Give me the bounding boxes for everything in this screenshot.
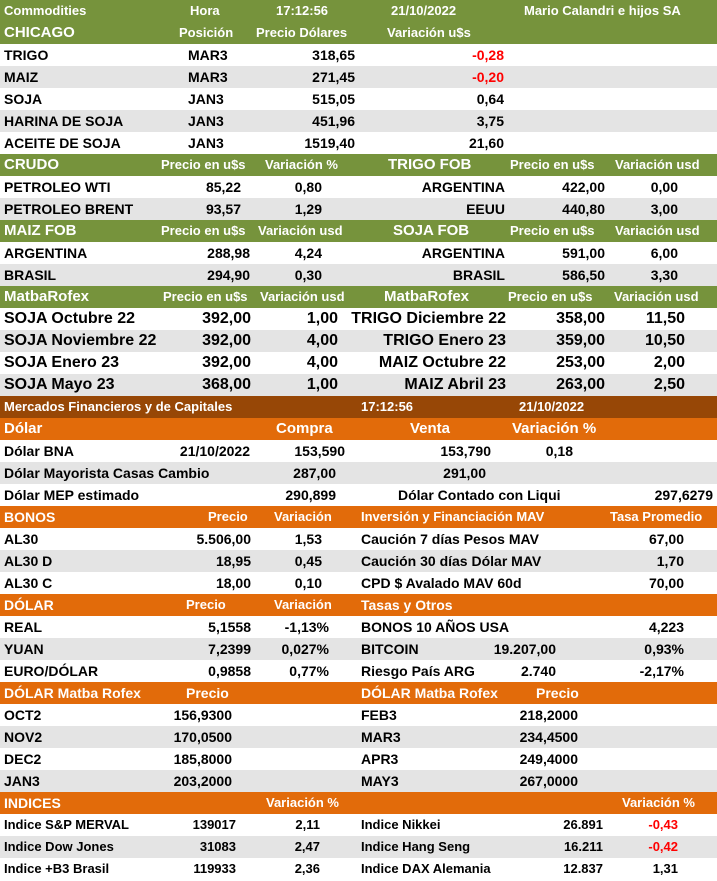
tasas-name: BONOS 10 AÑOS USA <box>361 619 510 635</box>
maiz-fob-name: ARGENTINA <box>4 245 88 261</box>
crudo-price: 85,22 <box>205 179 241 195</box>
chicago-pos: JAN3 <box>188 135 224 151</box>
matba-row <box>0 374 717 396</box>
mav-rate: 1,70 <box>656 553 684 569</box>
mav-name: Caución 7 días Pesos MAV <box>361 531 539 547</box>
chicago-price: 1519,40 <box>304 135 355 151</box>
matba-left-col-price: Precio en u$s <box>163 289 248 304</box>
dolar-mep-name: Dólar MEP estimado <box>4 487 140 503</box>
dolar-col-buy: Compra <box>276 420 333 437</box>
indices-row <box>0 836 717 858</box>
dolar2-row <box>0 638 717 660</box>
dolar-col-var: Variación % <box>512 420 597 437</box>
chicago-row <box>0 66 717 88</box>
dolar-bna-var: 0,18 <box>545 443 573 459</box>
maiz-fob-header <box>0 220 717 242</box>
dolar-matba-right-price: 249,4000 <box>519 751 578 767</box>
crudo-row <box>0 176 717 198</box>
chicago-row <box>0 110 717 132</box>
chicago-var: -0,20 <box>472 69 504 85</box>
mercados-header <box>0 396 717 418</box>
dolar-mep-row <box>0 484 717 506</box>
chicago-price: 451,96 <box>312 113 355 129</box>
trigo-fob-title: TRIGO FOB <box>388 156 472 173</box>
indices-right-name: Indice Hang Seng <box>361 839 471 854</box>
tasas-extra: 4,223 <box>648 619 684 635</box>
dolar2-name: YUAN <box>4 641 44 657</box>
dolar2-col-price: Precio <box>186 597 226 612</box>
chicago-col-price: Precio Dólares <box>256 25 348 40</box>
chicago-row <box>0 44 717 66</box>
bonos-var: 1,53 <box>294 531 322 547</box>
bonos-row <box>0 528 717 550</box>
maiz-fob-title: MAIZ FOB <box>4 222 77 239</box>
bonos-title: BONOS <box>4 509 56 525</box>
indices-left-var: 2,47 <box>294 839 320 854</box>
maiz-fob-col-price: Precio en u$s <box>161 223 246 238</box>
chicago-pos: MAR3 <box>188 47 228 63</box>
header-time: 17:12:56 <box>276 3 329 18</box>
dolar-matba-left-name: NOV2 <box>4 729 43 745</box>
indices-col-var-left: Variación % <box>266 795 339 810</box>
indices-col-var-right: Variación % <box>622 795 695 810</box>
header-date: 21/10/2022 <box>391 3 457 18</box>
matba-right-name: MAIZ Octubre 22 <box>378 354 506 371</box>
dolar-matba-left-col-price: Precio <box>186 685 229 701</box>
matba-left-var: 4,00 <box>306 332 338 349</box>
dolar-matba-left-title: DÓLAR Matba Rofex <box>4 685 141 701</box>
fob-row <box>0 242 717 264</box>
dolar-col-sell: Venta <box>410 420 451 437</box>
bonos-var: 0,10 <box>294 575 322 591</box>
chicago-col-pos: Posición <box>179 25 234 40</box>
chicago-price: 318,65 <box>312 47 355 63</box>
mav-title: Inversión y Financiación MAV <box>361 509 545 524</box>
dolar-matba-left-price: 185,8000 <box>173 751 232 767</box>
tasas-extra: -2,17% <box>639 663 684 679</box>
bonos-row <box>0 572 717 594</box>
dolar-matba-right-name: MAR3 <box>361 729 401 745</box>
dolar-matba-right-name: APR3 <box>361 751 399 767</box>
chicago-price: 515,05 <box>312 91 355 107</box>
dolar2-var: 0,027% <box>281 641 329 657</box>
matba-header <box>0 286 717 308</box>
matba-right-name: TRIGO Enero 23 <box>383 332 506 349</box>
crudo-title: CRUDO <box>4 156 59 173</box>
dolar2-price: 7,2399 <box>208 641 251 657</box>
soja-fob-var: 6,00 <box>650 245 678 261</box>
dolar-matba-row <box>0 726 717 748</box>
dolar-matba-left-price: 170,0500 <box>173 729 232 745</box>
chicago-name: MAIZ <box>4 69 39 85</box>
header-bar <box>0 0 717 22</box>
soja-fob-col-price: Precio en u$s <box>510 223 595 238</box>
chicago-var: -0,28 <box>472 47 504 63</box>
crudo-col-price: Precio en u$s <box>161 157 246 172</box>
matba-left-price: 368,00 <box>202 376 251 393</box>
bonos-price: 18,00 <box>215 575 251 591</box>
header-company: Mario Calandri e hijos SA <box>524 3 681 18</box>
bonos-price: 18,95 <box>215 553 251 569</box>
dolar-matba-left-name: JAN3 <box>4 773 40 789</box>
maiz-fob-price: 294,90 <box>207 267 250 283</box>
dolar-matba-right-name: MAY3 <box>361 773 399 789</box>
dolar-bna-name: Dólar BNA <box>4 443 75 459</box>
dolar2-var: 0,77% <box>289 663 329 679</box>
dolar2-var: -1,13% <box>284 619 329 635</box>
maiz-fob-var: 0,30 <box>294 267 322 283</box>
bonos-name: AL30 D <box>4 553 53 569</box>
bonos-name: AL30 C <box>4 575 53 591</box>
indices-left-value: 139017 <box>192 817 236 832</box>
fob-row <box>0 264 717 286</box>
dolar2-name: EURO/DÓLAR <box>4 663 99 679</box>
indices-left-var: 2,36 <box>294 861 320 876</box>
matba-left-var: 1,00 <box>306 310 338 327</box>
matba-left-price: 392,00 <box>202 310 251 327</box>
dolar-bna-date: 21/10/2022 <box>179 443 250 459</box>
crudo-header <box>0 154 717 176</box>
matba-left-name: SOJA Mayo 23 <box>4 376 115 393</box>
indices-title: INDICES <box>4 795 61 811</box>
dolar-mep-value: 290,899 <box>285 487 336 503</box>
dolar-matba-row <box>0 770 717 792</box>
dolar-matba-right-name: FEB3 <box>361 707 397 723</box>
dolar2-header <box>0 594 717 616</box>
soja-fob-var: 3,30 <box>650 267 678 283</box>
indices-right-value: 12.837 <box>563 861 603 876</box>
indices-right-var: -0,43 <box>648 817 678 832</box>
soja-fob-col-var: Variación usd <box>615 223 700 238</box>
crudo-name: PETROLEO WTI <box>4 179 111 195</box>
dolar2-price: 0,9858 <box>208 663 251 679</box>
header-hora: Hora <box>190 3 220 18</box>
crudo-var: 1,29 <box>294 201 322 217</box>
matba-left-name: SOJA Enero 23 <box>4 354 120 371</box>
matba-right-var: 2,50 <box>653 376 685 393</box>
indices-row <box>0 814 717 836</box>
indices-left-name: Indice Dow Jones <box>4 839 114 854</box>
chicago-row <box>0 132 717 154</box>
indices-right-name: Indice Nikkei <box>361 817 441 832</box>
chicago-var: 3,75 <box>476 113 504 129</box>
matba-row <box>0 352 717 374</box>
maiz-fob-var: 4,24 <box>294 245 322 261</box>
bonos-col-var: Variación <box>274 509 332 524</box>
indices-header <box>0 792 717 814</box>
dolar-matba-right-title: DÓLAR Matba Rofex <box>361 685 498 701</box>
matba-right-col-var: Variación usd <box>614 289 699 304</box>
dolar2-title: DÓLAR <box>4 597 54 613</box>
trigo-fob-col-var: Variación usd <box>615 157 700 172</box>
chicago-header <box>0 22 717 44</box>
chicago-pos: JAN3 <box>188 91 224 107</box>
dolar-matba-right-price: 234,4500 <box>519 729 578 745</box>
soja-fob-price: 591,00 <box>562 245 605 261</box>
mercados-date: 21/10/2022 <box>519 399 585 414</box>
trigo-fob-var: 3,00 <box>650 201 678 217</box>
indices-left-name: Indice +B3 Brasil <box>4 861 110 876</box>
dolar-mayorista-name: Dólar Mayorista Casas Cambio <box>4 465 210 481</box>
header-commodities: Commodities <box>4 3 87 18</box>
crudo-var: 0,80 <box>294 179 322 195</box>
chicago-pos: MAR3 <box>188 69 228 85</box>
dolar-ccl-value: 297,6279 <box>654 487 713 503</box>
bonos-header <box>0 506 717 528</box>
matba-right-price: 358,00 <box>556 310 605 327</box>
dolar2-price: 5,1558 <box>208 619 251 635</box>
indices-right-name: Indice DAX Alemania <box>361 861 491 876</box>
indices-left-var: 2,11 <box>295 817 320 832</box>
dolar2-row <box>0 616 717 638</box>
tasas-value: 2.740 <box>520 663 556 679</box>
matba-left-var: 1,00 <box>306 376 338 393</box>
matba-right-var: 11,50 <box>645 310 685 327</box>
dolar-mayorista-buy: 287,00 <box>293 465 336 481</box>
indices-left-name: Indice S&P MERVAL <box>4 817 129 832</box>
chicago-name: SOJA <box>4 91 43 107</box>
chicago-var: 0,64 <box>476 91 504 107</box>
dolar-header <box>0 418 717 440</box>
trigo-fob-name: ARGENTINA <box>421 179 505 195</box>
chicago-pos: JAN3 <box>188 113 224 129</box>
dolar-ccl-name: Dólar Contado con Liqui <box>398 487 561 503</box>
matba-left-var: 4,00 <box>306 354 338 371</box>
matba-right-var: 2,00 <box>653 354 685 371</box>
soja-fob-title: SOJA FOB <box>393 222 470 239</box>
trigo-fob-var: 0,00 <box>650 179 678 195</box>
matba-right-title: MatbaRofex <box>384 288 470 305</box>
bonos-row <box>0 550 717 572</box>
dolar-matba-left-price: 156,9300 <box>173 707 232 723</box>
trigo-fob-name: EEUU <box>466 201 505 217</box>
chicago-col-var: Variación u$s <box>387 25 471 40</box>
matba-right-price: 359,00 <box>556 332 605 349</box>
dolar-matba-left-name: DEC2 <box>4 751 42 767</box>
tasas-name: BITCOIN <box>361 641 419 657</box>
dolar2-name: REAL <box>4 619 43 635</box>
soja-fob-name: BRASIL <box>452 267 505 283</box>
matba-row <box>0 308 717 330</box>
crudo-col-var: Variación % <box>265 157 338 172</box>
matba-left-name: SOJA Octubre 22 <box>4 310 136 327</box>
mav-name: Caución 30 días Dólar MAV <box>361 553 542 569</box>
bonos-col-price: Precio <box>208 509 248 524</box>
crudo-price: 93,57 <box>205 201 241 217</box>
dolar-matba-left-price: 203,2000 <box>173 773 232 789</box>
matba-right-price: 263,00 <box>556 376 605 393</box>
dolar-bna-row <box>0 440 717 462</box>
matba-right-name: TRIGO Diciembre 22 <box>351 310 506 327</box>
chicago-name: HARINA DE SOJA <box>4 113 124 129</box>
dolar2-row <box>0 660 717 682</box>
crudo-name: PETROLEO BRENT <box>4 201 134 217</box>
mav-rate: 70,00 <box>648 575 684 591</box>
matba-left-price: 392,00 <box>202 332 251 349</box>
matba-right-name: MAIZ Abril 23 <box>404 376 506 393</box>
trigo-fob-price: 422,00 <box>562 179 605 195</box>
indices-row <box>0 858 717 880</box>
chicago-row <box>0 88 717 110</box>
trigo-fob-col-price: Precio en u$s <box>510 157 595 172</box>
mav-name: CPD $ Avalado MAV 60d <box>361 575 522 591</box>
matba-right-col-price: Precio en u$s <box>508 289 593 304</box>
chicago-title: CHICAGO <box>4 24 75 41</box>
dolar-matba-right-col-price: Precio <box>536 685 579 701</box>
matba-left-title: MatbaRofex <box>4 288 90 305</box>
mercados-time: 17:12:56 <box>361 399 414 414</box>
dolar-title: Dólar <box>4 420 43 437</box>
maiz-fob-col-var: Variación usd <box>258 223 343 238</box>
soja-fob-price: 586,50 <box>562 267 605 283</box>
chicago-var: 21,60 <box>468 135 504 151</box>
mercados-title: Mercados Financieros y de Capitales <box>4 399 233 414</box>
tasas-value: 19.207,00 <box>493 641 556 657</box>
dolar-mayorista-row <box>0 462 717 484</box>
dolar-matba-row <box>0 748 717 770</box>
tasas-title: Tasas y Otros <box>361 597 453 613</box>
bonos-name: AL30 <box>4 531 39 547</box>
mav-rate: 67,00 <box>648 531 684 547</box>
indices-right-value: 26.891 <box>563 817 603 832</box>
indices-left-value: 119933 <box>193 861 236 876</box>
indices-right-value: 16.211 <box>563 839 603 854</box>
tasas-name: Riesgo País ARG <box>361 663 475 679</box>
indices-right-var: 1,31 <box>652 861 678 876</box>
dolar-mayorista-sell: 291,00 <box>443 465 486 481</box>
dolar-matba-row <box>0 704 717 726</box>
dolar-matba-left-name: OCT2 <box>4 707 42 723</box>
chicago-price: 271,45 <box>312 69 355 85</box>
matba-right-price: 253,00 <box>556 354 605 371</box>
indices-left-value: 31083 <box>199 839 236 854</box>
tasas-extra: 0,93% <box>644 641 684 657</box>
chicago-name: ACEITE DE SOJA <box>4 135 121 151</box>
matba-left-name: SOJA Noviembre 22 <box>4 332 157 349</box>
dolar-matba-header <box>0 682 717 704</box>
dolar-bna-sell: 153,790 <box>440 443 491 459</box>
maiz-fob-name: BRASIL <box>4 267 57 283</box>
dolar-matba-right-price: 267,0000 <box>519 773 578 789</box>
indices-right-var: -0,42 <box>648 839 678 854</box>
maiz-fob-price: 288,98 <box>207 245 250 261</box>
dolar-bna-buy: 153,590 <box>294 443 345 459</box>
bonos-var: 0,45 <box>294 553 322 569</box>
mav-col-rate: Tasa Promedio <box>610 509 703 524</box>
dolar-matba-right-price: 218,2000 <box>519 707 578 723</box>
trigo-fob-price: 440,80 <box>562 201 605 217</box>
matba-right-var: 10,50 <box>644 332 685 349</box>
dolar2-col-var: Variación <box>274 597 332 612</box>
matba-left-col-var: Variación usd <box>260 289 345 304</box>
bonos-price: 5.506,00 <box>196 531 251 547</box>
crudo-row <box>0 198 717 220</box>
soja-fob-name: ARGENTINA <box>421 245 505 261</box>
matba-row <box>0 330 717 352</box>
chicago-name: TRIGO <box>4 47 49 63</box>
matba-left-price: 392,00 <box>202 354 251 371</box>
